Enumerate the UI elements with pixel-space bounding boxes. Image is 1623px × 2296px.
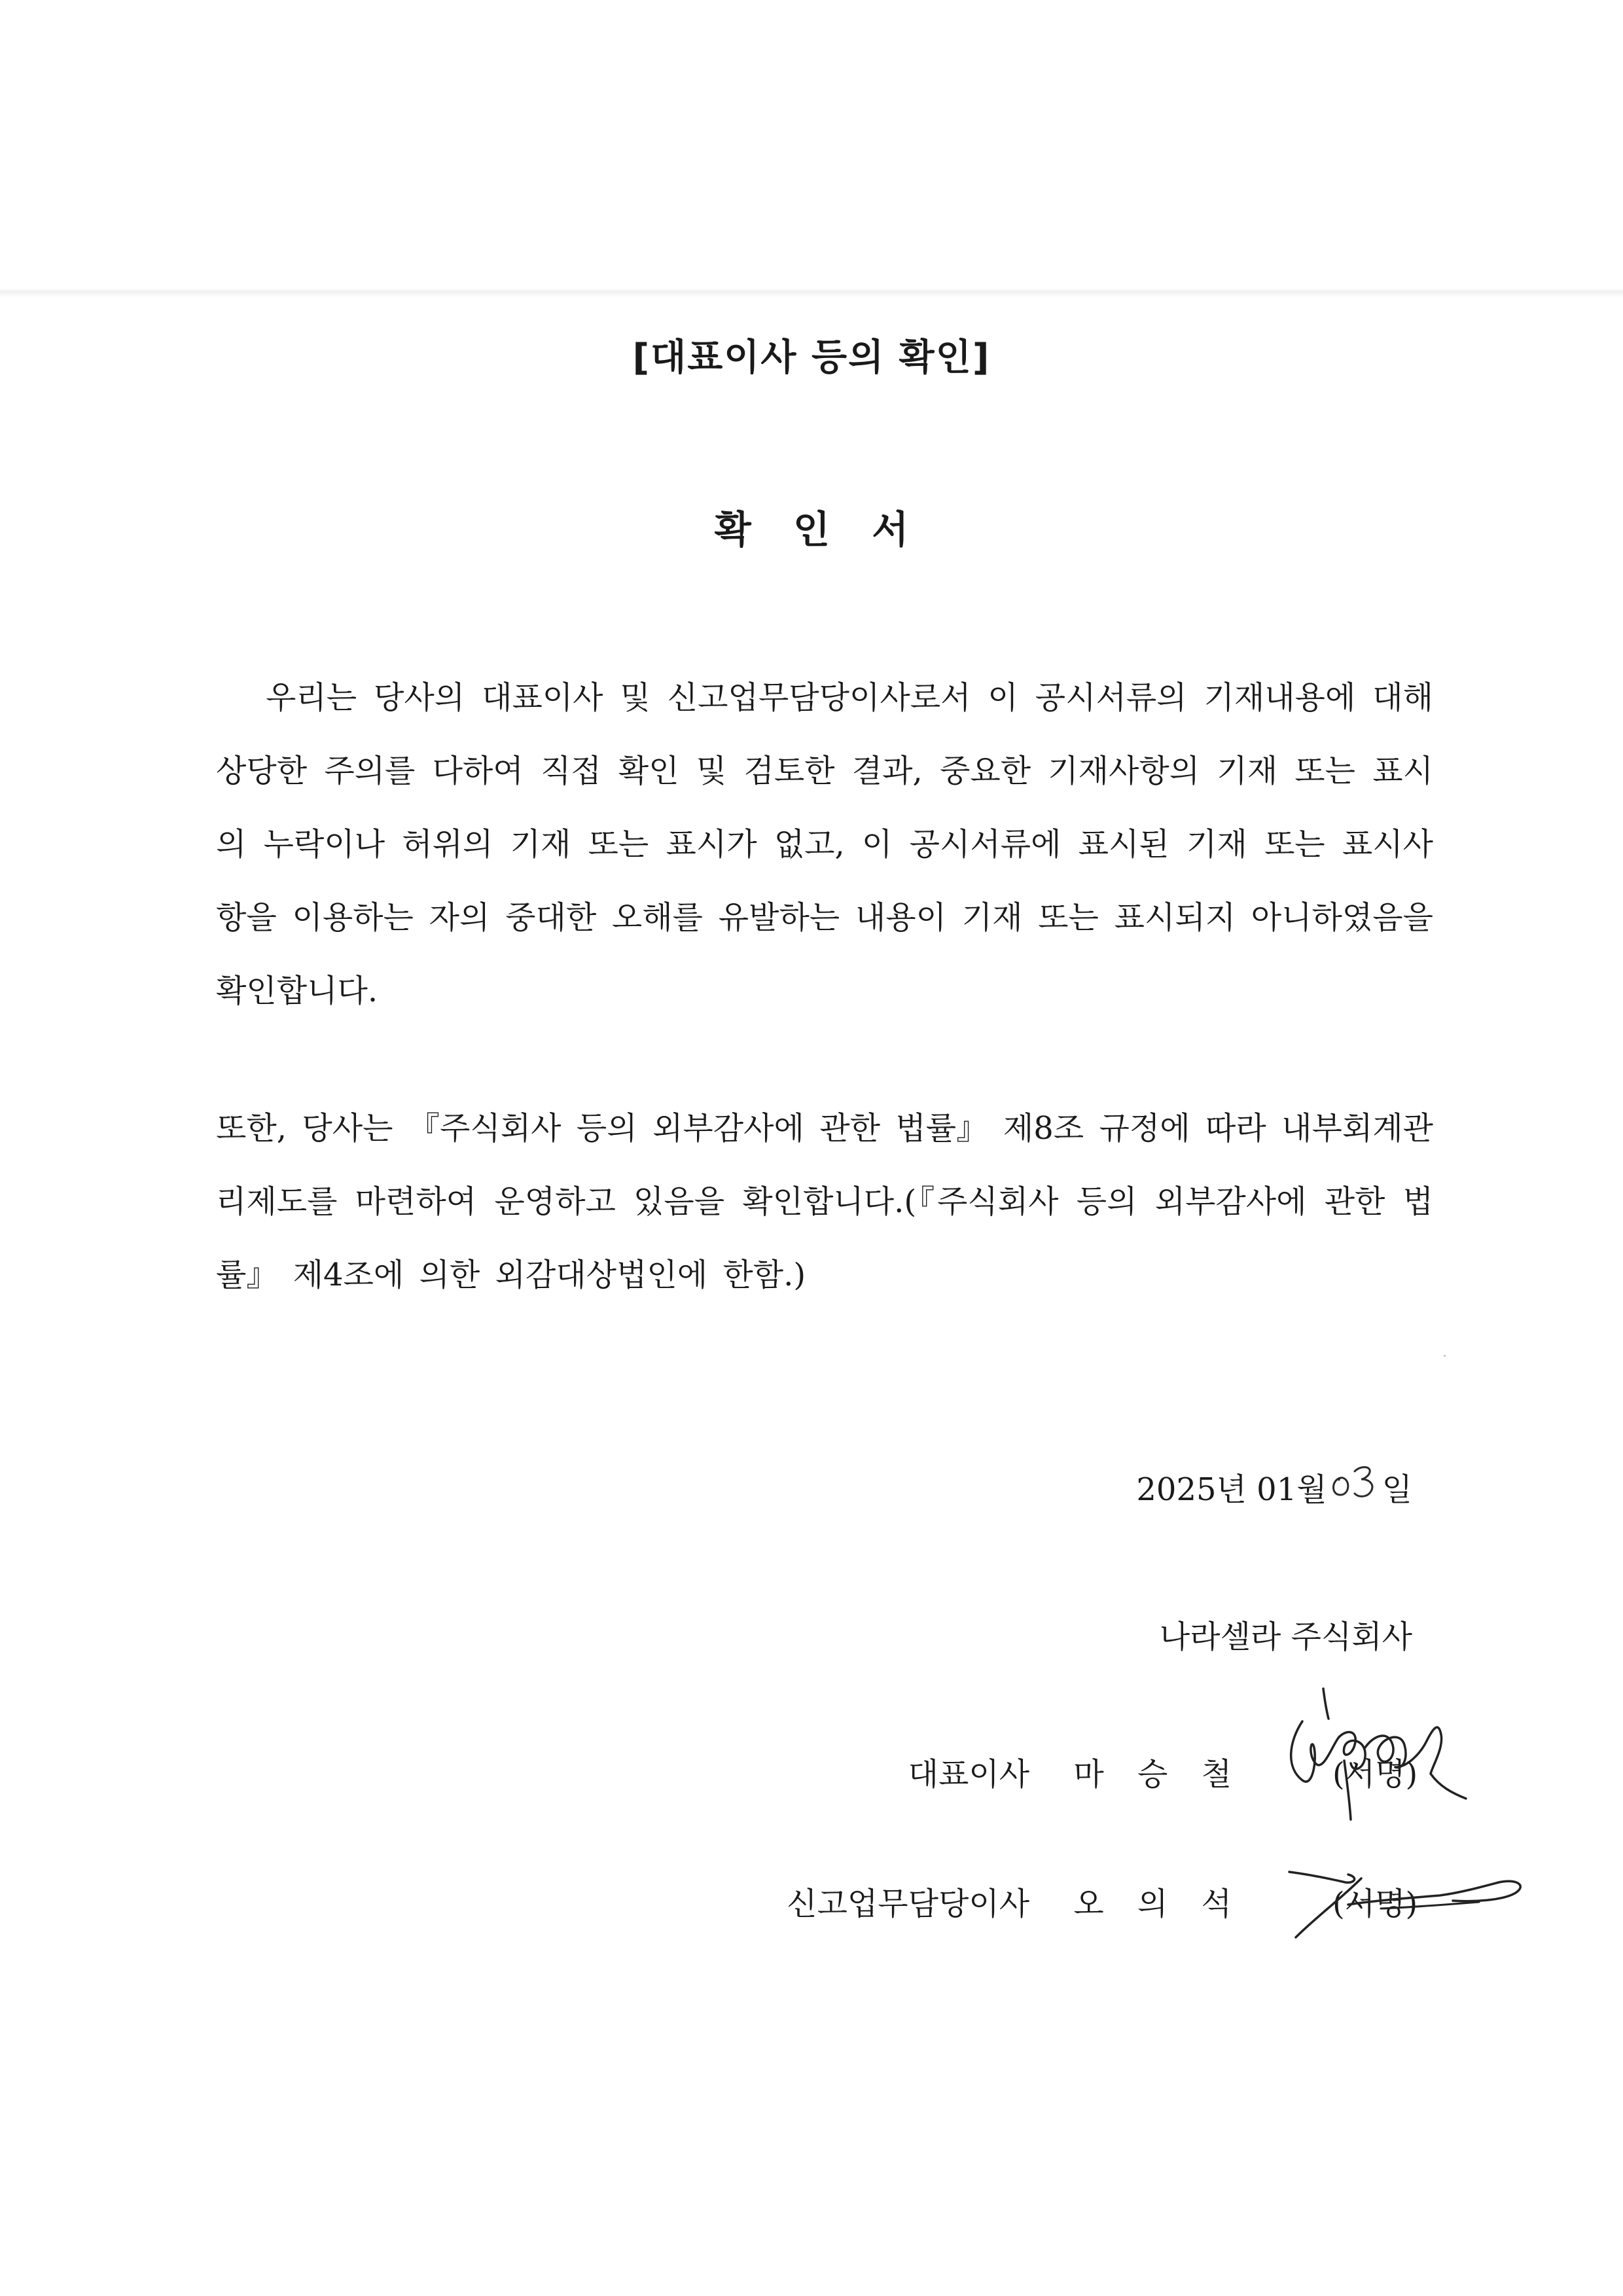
confirmation-paragraph: 우리는 당사의 대표이사 및 신고업무담당이사로서 이 공시서류의 기재내용에 대해 상당한 주의를 다하여 직접 확인 및 검토한 결과, 중요한 기재사항의 기재 또는 표시의 누락이나 허위의 기재 또는 표시가 없고, 이 공시서류에 표시된 기재 또는 표시사항을 이용하는 자의 중대한 오해를 유발하는 내용이 기재 또는 표시되지 아니하였음을 확인합니다. xyxy=(216,679,1433,1009)
handwritten-signature-reporting-director xyxy=(1283,1859,1531,1944)
document-title: 확 인 서 xyxy=(714,507,923,552)
date-line xyxy=(1136,1461,1412,1509)
internal-control-paragraph: 또한, 당사는 『주식회사 등의 외부감사에 관한 법률』 제8조 규정에 따라 내부회계관리제도를 마련하여 운영하고 있음을 확인합니다.(『주식회사 등의 외부감사에 관한 법률』 제4조에 의한 외감대상법인에 한함.) xyxy=(216,1110,1433,1293)
scan-speck xyxy=(1444,1355,1446,1357)
section-heading: [대표이사 등의 확인] xyxy=(632,336,991,379)
signatory-name: 오 의 석 xyxy=(1073,1886,1243,1922)
handwritten-signature-ceo xyxy=(1276,1682,1472,1852)
seal-label-reporting-director: (서명) xyxy=(1332,1886,1418,1922)
handwritten-day-strokes xyxy=(1326,1452,1385,1504)
scan-fold-line xyxy=(0,288,1623,297)
signatory-role: 신고업무담당이사 xyxy=(787,1886,1030,1922)
date-day-suffix: 일 xyxy=(1382,1471,1412,1508)
signatory-name: 마 승 철 xyxy=(1073,1756,1243,1793)
handwritten-day xyxy=(1330,1461,1380,1500)
signatory-reporting-director xyxy=(787,1878,1243,1924)
date-year-month: 2025년 01월 xyxy=(1136,1471,1327,1508)
signatory-role: 대표이사 xyxy=(908,1756,1030,1793)
seal-label-ceo: (서명) xyxy=(1332,1756,1418,1793)
company-name: 나라셀라 주식회사 xyxy=(1159,1619,1412,1655)
signatory-ceo xyxy=(908,1749,1243,1794)
